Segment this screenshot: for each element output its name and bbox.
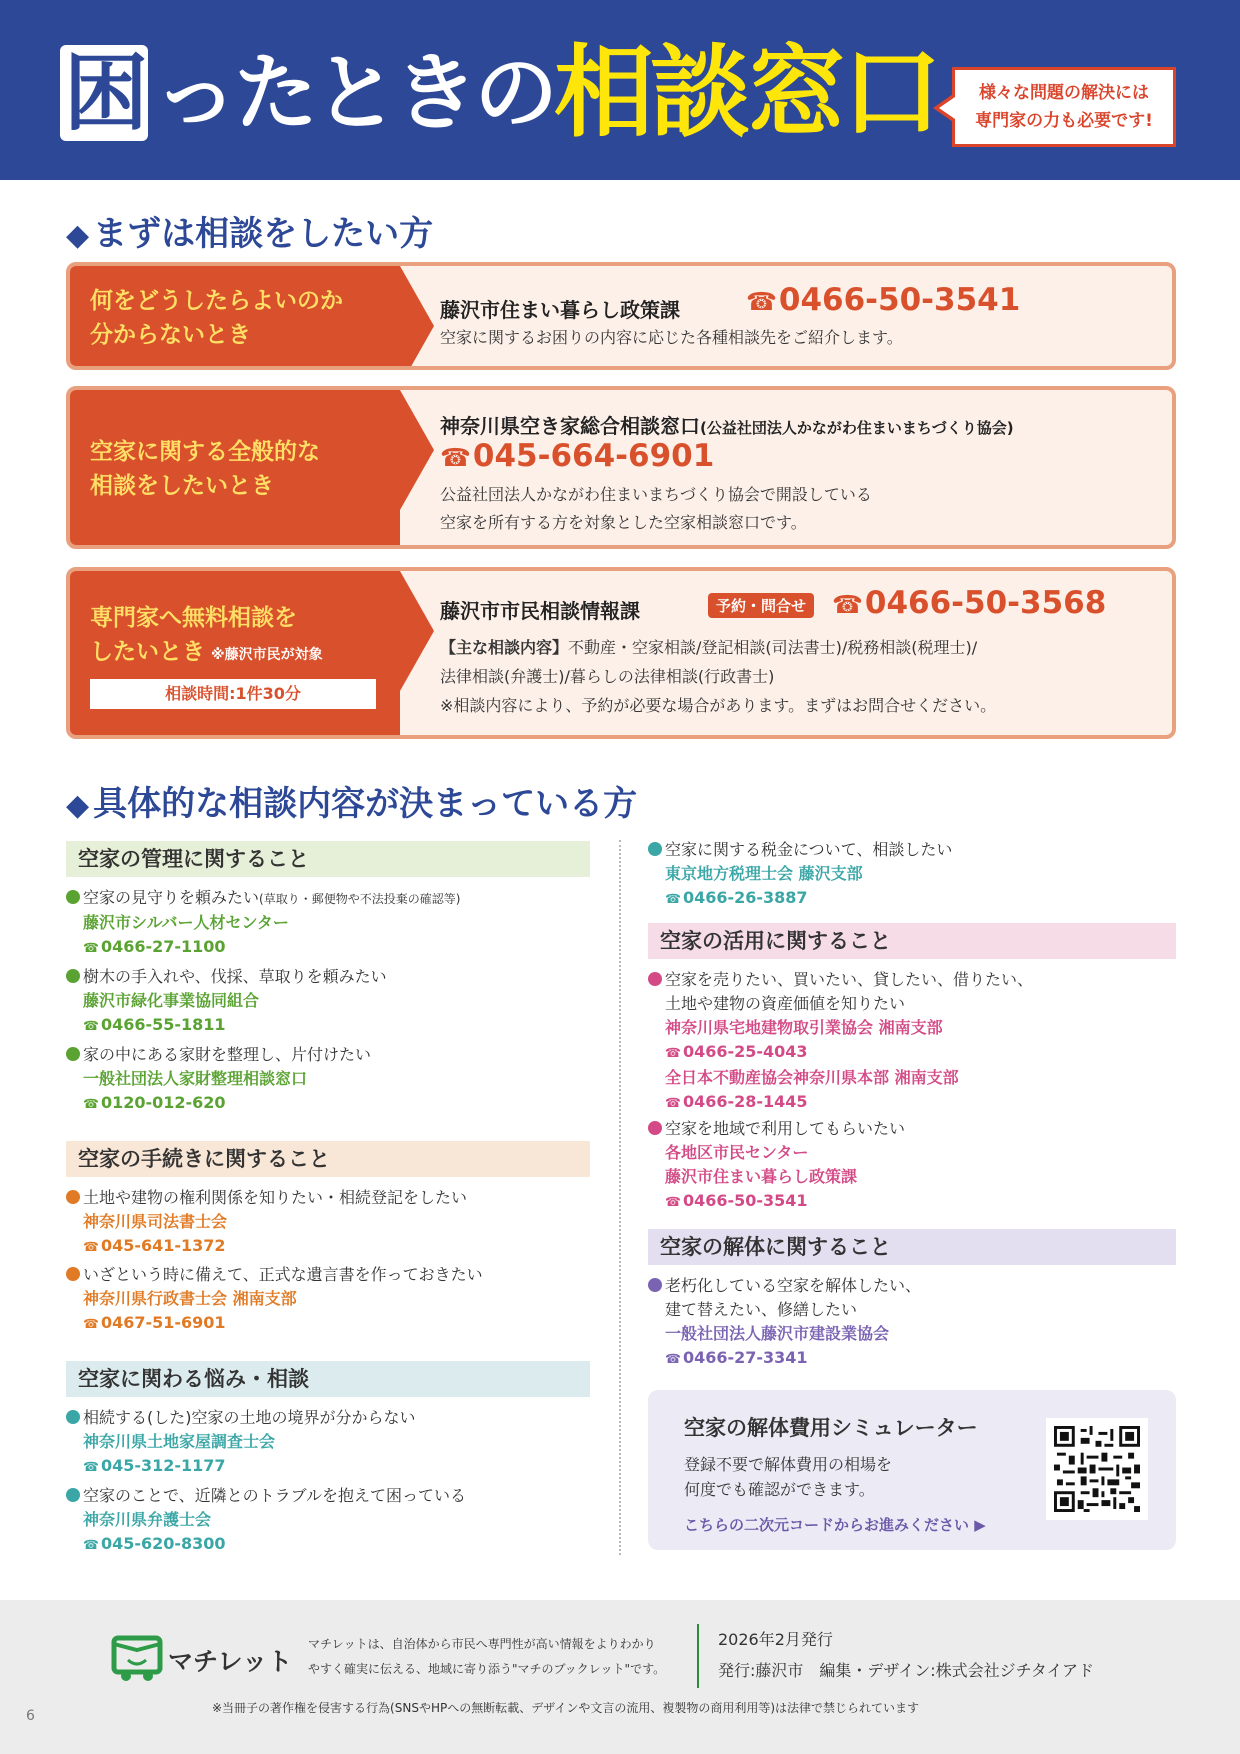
bullet-dot bbox=[66, 969, 80, 983]
category-procedures: 空家の手続きに関すること bbox=[66, 1141, 590, 1177]
phone-icon: ☎ bbox=[665, 1195, 681, 1210]
phone-icon: ☎ bbox=[665, 1046, 681, 1061]
list-item: 樹木の手入れや、伐採、草取りを頼みたい 藤沢市緑化事業協同組合 ☎ 0466-55-1811 bbox=[66, 965, 387, 1039]
card-phone[interactable]: ☎0466-50-3568 bbox=[832, 585, 1107, 621]
card-label-line1: 空家に関する全般的な bbox=[90, 439, 320, 465]
card-desc-1: 【主な相談内容】不動産・空家相談/登記相談(司法書士)/税務相談(税理士)/ bbox=[440, 638, 978, 657]
item-phone[interactable]: ☎ 0466-27-3341 bbox=[665, 1348, 808, 1367]
item-phone[interactable]: ☎ 045-312-1177 bbox=[83, 1456, 226, 1475]
item-org: 一般社団法人家財整理相談窓口 bbox=[83, 1069, 308, 1088]
card-label-note: ※藤沢市民が対象 bbox=[211, 647, 323, 663]
title-yellow: 相談窓口 bbox=[554, 34, 939, 151]
bullet-dot bbox=[66, 1190, 80, 1204]
list-item: 土地や建物の権利関係を知りたい・相続登記をしたい 神奈川県司法書士会 ☎ 045-641-1372 bbox=[66, 1186, 467, 1260]
footer-description: マチレットは、自治体から市民へ専門性が高い情報をよりわかり やすく確実に伝える、地域に寄り添う"マチのブックレット"です。 bbox=[308, 1637, 666, 1676]
bullet-dot bbox=[66, 1267, 80, 1281]
phone-icon: ☎ bbox=[440, 443, 471, 472]
consult-card-1 bbox=[66, 262, 1176, 370]
callout-line2: 専門家の力も必要です! bbox=[975, 111, 1153, 131]
item-org: 神奈川県行政書士会 湘南支部 bbox=[83, 1289, 297, 1308]
card-org: 藤沢市住まい暮らし政策課 bbox=[440, 298, 680, 322]
card-label-line1: 専門家へ無料相談を bbox=[90, 605, 297, 631]
item-phone[interactable]: ☎ 0467-51-6901 bbox=[83, 1313, 226, 1332]
bullet-dot bbox=[66, 1047, 80, 1061]
card-label-panel bbox=[70, 390, 400, 545]
qr-code-icon[interactable] bbox=[1046, 1418, 1148, 1520]
title-box-char: 困 bbox=[60, 45, 148, 141]
list-item: 空家を地域で利用してもらいたい 各地区市民センター 藤沢市住まい暮らし政策課 ☎ 0466-50-3541 bbox=[648, 1117, 905, 1215]
reservation-badge: 予約・問合せ bbox=[708, 593, 814, 618]
phone-icon: ☎ bbox=[665, 892, 681, 907]
item-note: (草取り・郵便物や不法投棄の確認等) bbox=[259, 892, 461, 906]
card-desc-2: 空家を所有する方を対象とした空家相談窓口です。 bbox=[440, 513, 807, 532]
bullet-dot bbox=[66, 1488, 80, 1502]
item-question-cont: 土地や建物の資産価値を知りたい bbox=[665, 994, 906, 1013]
item-org: 藤沢市住まい暮らし政策課 bbox=[665, 1167, 858, 1186]
phone-icon: ☎ bbox=[746, 287, 777, 316]
page-number: 6 bbox=[26, 1708, 35, 1724]
bullet-dot bbox=[66, 890, 80, 904]
publication-date: 2026年2月発行 bbox=[718, 1630, 833, 1649]
phone-icon: ☎ bbox=[83, 1240, 99, 1255]
diamond-icon: ◆ bbox=[66, 218, 90, 253]
item-phone[interactable]: ☎ 0466-26-3887 bbox=[665, 888, 808, 907]
card-desc: 空家に関するお困りの内容に応じた各種相談先をご紹介します。 bbox=[440, 328, 903, 347]
callout-line1: 様々な問題の解決には bbox=[979, 83, 1149, 103]
bullet-dot bbox=[648, 972, 662, 986]
diamond-icon: ◆ bbox=[66, 788, 90, 823]
consult-card-2 bbox=[66, 386, 1176, 549]
item-phone[interactable]: ☎ 045-620-8300 bbox=[83, 1534, 226, 1553]
item-org: 全日本不動産協会神奈川県本部 湘南支部 bbox=[665, 1068, 959, 1087]
card-org: 神奈川県空き家総合相談窓口(公益社団法人かながわ住まいまちづくり協会) bbox=[440, 414, 1014, 438]
header-callout bbox=[952, 67, 1176, 147]
card-phone[interactable]: ☎045-664-6901 bbox=[440, 438, 715, 474]
simulator-desc: 登録不要で解体費用の相場を 何度でも確認ができます。 bbox=[684, 1455, 893, 1499]
phone-icon: ☎ bbox=[83, 1538, 99, 1553]
bullet-dot bbox=[66, 1410, 80, 1424]
phone-icon: ☎ bbox=[83, 1097, 99, 1112]
list-item: いざという時に備えて、正式な遺言書を作っておきたい 神奈川県行政書士会 湘南支部 ☎ 0467-51-6901 bbox=[66, 1263, 483, 1337]
card-label-line1: 何をどうしたらよいのか bbox=[90, 288, 343, 314]
category-utilization: 空家の活用に関すること bbox=[648, 923, 1176, 959]
card-desc-3: ※相談内容により、予約が必要な場合があります。まずはお問合せください。 bbox=[440, 696, 997, 715]
card-desc-1: 公益社団法人かながわ住まいまちづくり協会で開設している bbox=[440, 485, 872, 504]
card-label-line2: 分からないとき bbox=[90, 322, 251, 348]
item-org: 藤沢市シルバー人材センター bbox=[83, 913, 289, 932]
card-desc-2: 法律相談(弁護士)/暮らしの法律相談(行政書士) bbox=[440, 667, 775, 686]
bullet-dot bbox=[648, 1121, 662, 1135]
card-label-line2: したいとき ※藤沢市民が対象 bbox=[90, 639, 323, 665]
column-divider bbox=[619, 840, 621, 1555]
category-demolition: 空家の解体に関すること bbox=[648, 1229, 1176, 1265]
item-org: 各地区市民センター bbox=[665, 1143, 809, 1162]
section1-heading: ◆ まずは相談をしたい方 bbox=[66, 214, 434, 254]
item-phone[interactable]: ☎ 0120-012-620 bbox=[83, 1093, 226, 1112]
footer-divider bbox=[697, 1624, 699, 1688]
phone-icon: ☎ bbox=[665, 1096, 681, 1111]
list-item: 空家の見守りを頼みたい(草取り・郵便物や不法投棄の確認等) 藤沢市シルバー人材センター ☎ 0466-27-1100 bbox=[66, 886, 460, 961]
page-title bbox=[60, 34, 939, 151]
phone-icon: ☎ bbox=[83, 941, 99, 956]
list-item: 相続する(した)空家の土地の境界が分からない 神奈川県土地家屋調査士会 ☎ 045-312-1177 bbox=[66, 1406, 416, 1480]
simulator-title: 空家の解体費用シミュレーター bbox=[684, 1416, 978, 1440]
machiletto-logo-icon bbox=[110, 1630, 164, 1688]
card-label-panel bbox=[70, 266, 400, 366]
phone-icon: ☎ bbox=[83, 1019, 99, 1034]
category-concerns: 空家に関わる悩み・相談 bbox=[66, 1361, 590, 1397]
category-management: 空家の管理に関すること bbox=[66, 841, 590, 877]
list-item: 老朽化している空家を解体したい、 建て替えたい、修繕したい 一般社団法人藤沢市建設業協会 ☎ 0466-27-3341 bbox=[648, 1274, 921, 1372]
item-phone[interactable]: ☎ 0466-50-3541 bbox=[665, 1191, 808, 1210]
card-label-panel bbox=[70, 571, 400, 735]
item-org: 藤沢市緑化事業協同組合 bbox=[83, 991, 260, 1010]
item-phone[interactable]: ☎ 0466-28-1445 bbox=[665, 1092, 808, 1111]
simulator-link[interactable]: こちらの二次元コードからお進みください ▶ bbox=[684, 1516, 986, 1534]
consult-card-3 bbox=[66, 567, 1176, 739]
bullet-dot bbox=[648, 842, 662, 856]
phone-icon: ☎ bbox=[83, 1317, 99, 1332]
header-banner bbox=[0, 0, 1240, 180]
item-phone[interactable]: ☎ 0466-55-1811 bbox=[83, 1015, 226, 1034]
item-phone[interactable]: ☎ 045-641-1372 bbox=[83, 1236, 226, 1255]
phone-icon: ☎ bbox=[83, 1460, 99, 1475]
phone-icon: ☎ bbox=[665, 1352, 681, 1367]
card-org-note: (公益社団法人かながわ住まいまちづくり協会) bbox=[700, 419, 1014, 437]
card-phone[interactable]: ☎0466-50-3541 bbox=[746, 282, 1021, 318]
item-org: 一般社団法人藤沢市建設業協会 bbox=[665, 1324, 890, 1343]
item-org: 神奈川県弁護士会 bbox=[83, 1510, 212, 1529]
copyright-notice: ※当冊子の著作権を侵害する行為(SNSやHPへの無断転載、デザインや文言の流用、複製物の商用利用等)は法律で禁じられています bbox=[212, 1701, 920, 1715]
card-org: 藤沢市市民相談情報課 bbox=[440, 599, 640, 623]
list-item: 空家を売りたい、買いたい、貸したい、借りたい、 土地や建物の資産価値を知りたい 神奈川県宅地建物取引業協会 湘南支部 ☎ 0466-25-4043 全日本不動産協会神奈川県本部 湘南支部 ☎ 0466-28-1445 bbox=[648, 968, 1033, 1116]
bullet-dot bbox=[648, 1278, 662, 1292]
footer bbox=[0, 1600, 1240, 1754]
item-org: 神奈川県宅地建物取引業協会 湘南支部 bbox=[665, 1018, 943, 1037]
section2-heading: ◆ 具体的な相談内容が決まっている方 bbox=[66, 784, 638, 824]
publisher-info: 発行:藤沢市 編集・デザイン:株式会社ジチタイアド bbox=[718, 1661, 1095, 1680]
item-phone[interactable]: ☎ 0466-25-4043 bbox=[665, 1042, 808, 1061]
item-question-cont: 建て替えたい、修繕したい bbox=[665, 1300, 858, 1319]
logo-text: マチレット bbox=[168, 1647, 293, 1676]
consult-time: 相談時間:1件30分 bbox=[90, 679, 376, 709]
list-item: 空家のことで、近隣とのトラブルを抱えて困っている 神奈川県弁護士会 ☎ 045-620-8300 bbox=[66, 1484, 466, 1558]
list-item: 家の中にある家財を整理し、片付けたい 一般社団法人家財整理相談窓口 ☎ 0120-012-620 bbox=[66, 1043, 371, 1117]
item-org: 神奈川県土地家屋調査士会 bbox=[83, 1432, 276, 1451]
phone-icon: ☎ bbox=[832, 590, 863, 619]
list-item: 空家に関する税金について、相談したい 東京地方税理士会 藤沢支部 ☎ 0466-26-3887 bbox=[648, 838, 952, 912]
demolition-simulator-box[interactable] bbox=[648, 1390, 1176, 1550]
item-org: 東京地方税理士会 藤沢支部 bbox=[665, 864, 863, 883]
item-org: 神奈川県司法書士会 bbox=[83, 1212, 228, 1231]
item-phone[interactable]: ☎ 0466-27-1100 bbox=[83, 937, 226, 956]
title-white: ったときの bbox=[154, 44, 555, 142]
card-label-line2: 相談をしたいとき bbox=[90, 473, 274, 499]
